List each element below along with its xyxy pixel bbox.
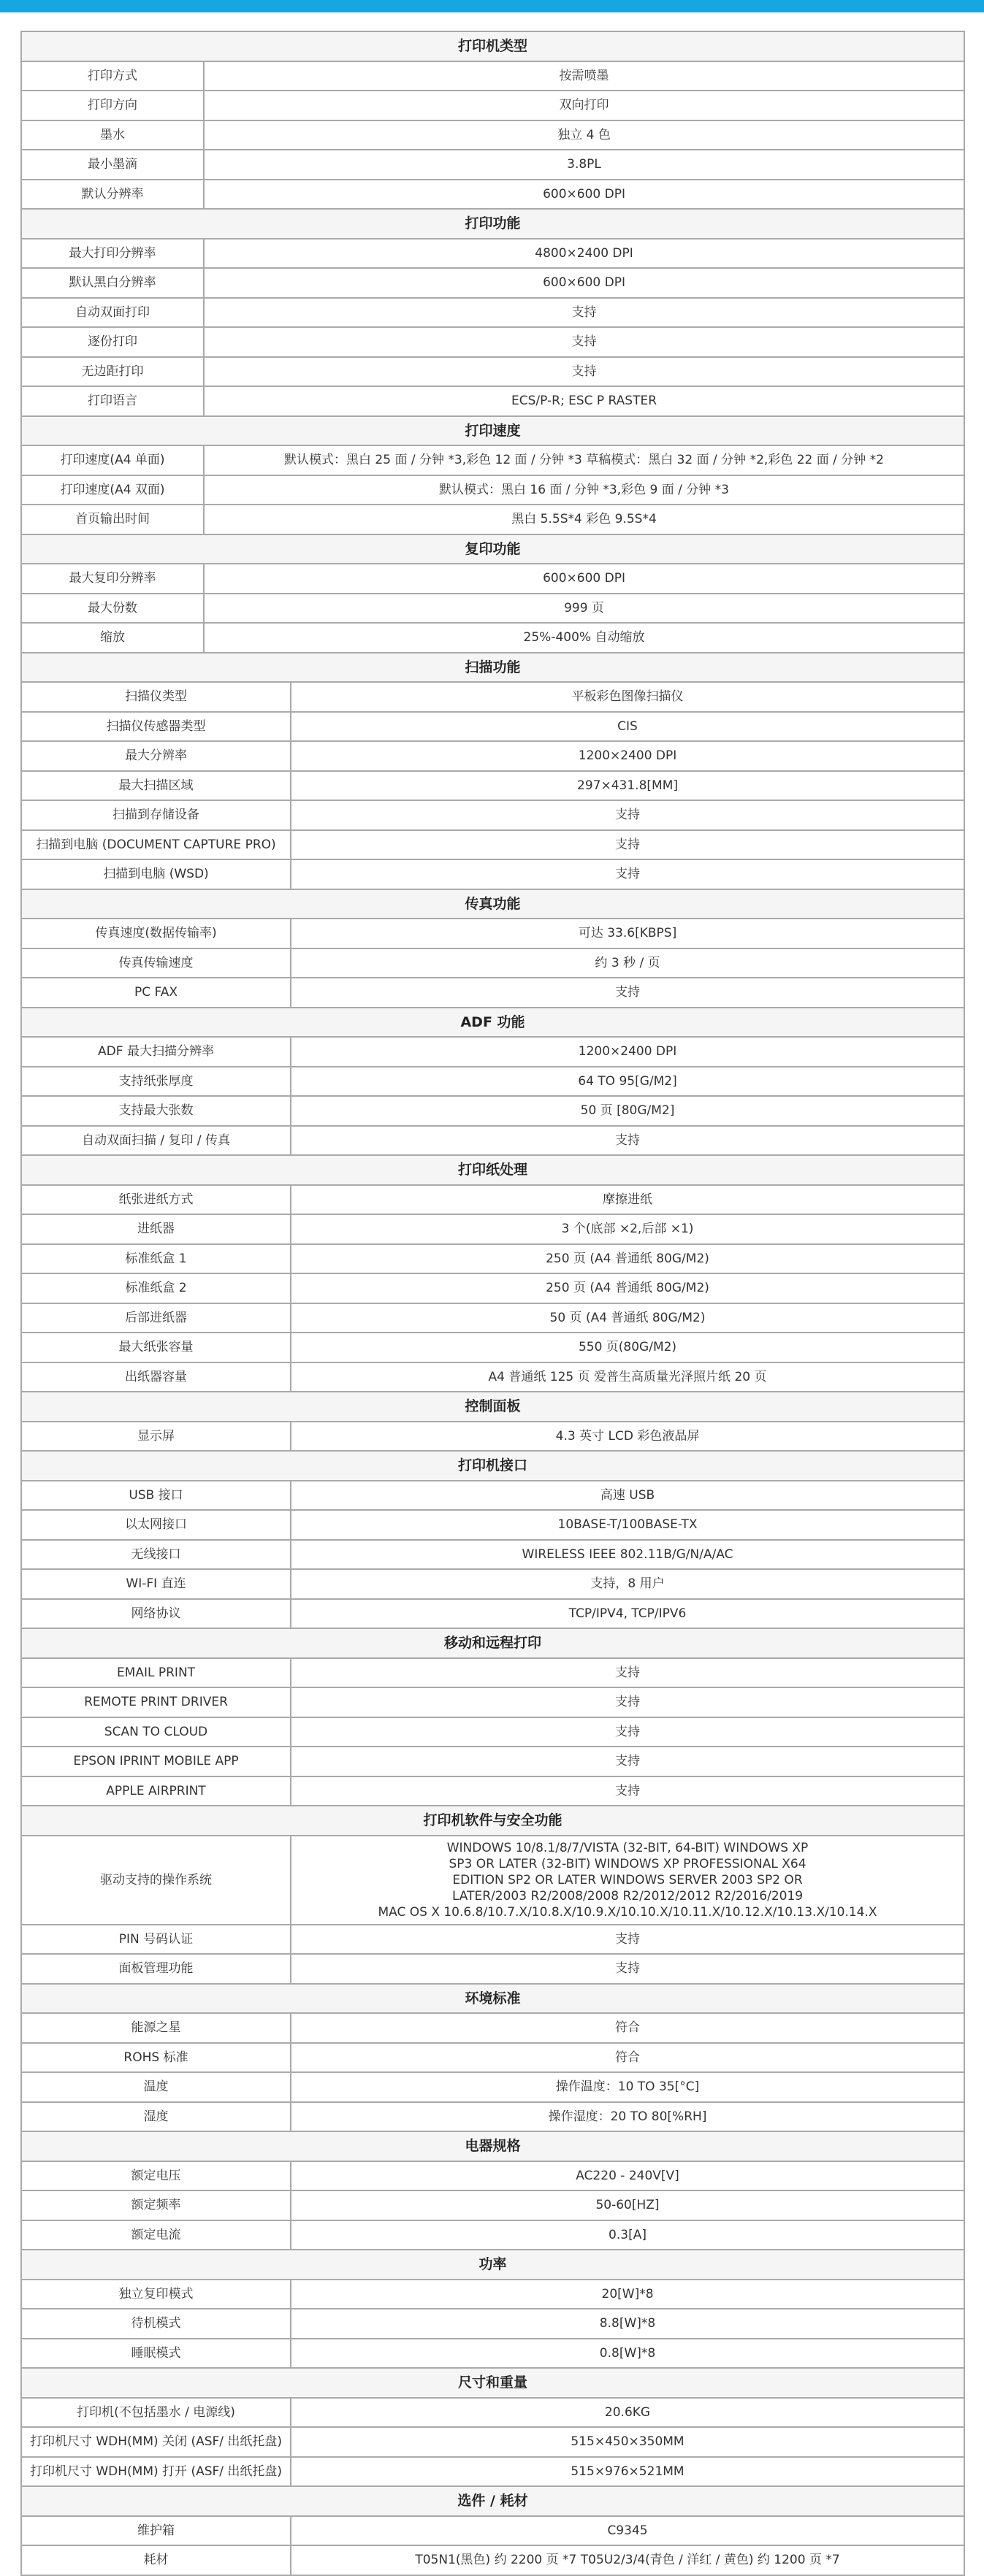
spec-row <box>21 1273 964 1303</box>
spec-label: 扫描到电脑 (WSD) <box>21 859 291 889</box>
spec-label: ADF 最大扫描分辨率 <box>21 1037 291 1067</box>
spec-row <box>21 1096 964 1126</box>
spec-label: 打印机尺寸 WDH(MM) 关闭 (ASF/ 出纸托盘) <box>21 2427 291 2457</box>
spec-row <box>21 1037 964 1067</box>
spec-row <box>21 682 964 712</box>
section-title: 打印纸处理 <box>21 1155 964 1185</box>
spec-value: AC220 - 240V[V] <box>291 2161 964 2191</box>
spec-row <box>21 741 964 771</box>
spec-value: 515×450×350MM <box>291 2427 964 2457</box>
spec-value <box>291 1836 964 1925</box>
spec-label: REMOTE PRINT DRIVER <box>21 1687 291 1717</box>
spec-label: 独立复印模式 <box>21 2280 291 2309</box>
spec-row <box>21 623 964 653</box>
spec-row <box>21 2309 964 2339</box>
spec-value: 双向打印 <box>204 91 964 120</box>
spec-row <box>21 1687 964 1717</box>
spec-value: 支持 <box>204 298 964 328</box>
section-header-row <box>21 2250 964 2280</box>
section-header-row <box>21 2368 964 2398</box>
spec-label: USB 接口 <box>21 1481 291 1511</box>
section-title: 打印功能 <box>21 209 964 239</box>
spec-value: 支持 <box>291 1747 964 1776</box>
spec-value: WIRELESS IEEE 802.11B/G/N/A/AC <box>291 1540 964 1570</box>
spec-value: 8.8[W]*8 <box>291 2309 964 2339</box>
spec-label: 最大分辨率 <box>21 741 291 771</box>
spec-row <box>21 919 964 948</box>
spec-label: 标准纸盒 1 <box>21 1244 291 1274</box>
spec-label: 扫描到电脑 (DOCUMENT CAPTURE PRO) <box>21 830 291 860</box>
section-header-row <box>21 889 964 919</box>
spec-value: 20.6KG <box>291 2398 964 2428</box>
spec-row <box>21 2457 964 2487</box>
spec-label: 打印速度(A4 双面) <box>21 475 204 505</box>
spec-label: 缩放 <box>21 623 204 653</box>
section-header-row <box>21 1392 964 1422</box>
spec-row <box>21 2043 964 2073</box>
spec-label: 进纸器 <box>21 1214 291 1244</box>
spec-row <box>21 1954 964 1984</box>
spec-label: 最小墨滴 <box>21 150 204 180</box>
spec-value: 支持 <box>291 1776 964 1806</box>
spec-value: 250 页 (A4 普通纸 80G/M2) <box>291 1244 964 1274</box>
spec-label: 打印方向 <box>21 91 204 120</box>
spec-row <box>21 1658 964 1688</box>
spec-row <box>21 2339 964 2369</box>
spec-row <box>21 594 964 624</box>
spec-label: 维护箱 <box>21 2516 291 2546</box>
spec-label: 显示屏 <box>21 1422 291 1452</box>
spec-row <box>21 978 964 1008</box>
spec-label: 以太网接口 <box>21 1510 291 1540</box>
section-header-row <box>21 416 964 446</box>
spec-label: 最大复印分辨率 <box>21 564 204 594</box>
spec-value: 可达 33.6[KBPS] <box>291 919 964 948</box>
section-title: 环境标准 <box>21 1984 964 2014</box>
section-title: 传真功能 <box>21 889 964 919</box>
spec-label: 面板管理功能 <box>21 1954 291 1984</box>
spec-value-line: LATER/2003 R2/2008/2008 R2/2012/2012 R2/2016/2019 <box>451 1888 804 1904</box>
spec-value-line: WINDOWS 10/8.1/8/7/VISTA (32-BIT, 64-BIT) WINDOWS XP <box>446 1840 809 1855</box>
spec-value: 操作温度：10 TO 35[°C] <box>291 2072 964 2102</box>
spec-value: 4.3 英寸 LCD 彩色液晶屏 <box>291 1422 964 1452</box>
spec-value: 999 页 <box>204 594 964 624</box>
spec-value: 支持 <box>291 1687 964 1717</box>
spec-label: 标准纸盒 2 <box>21 1273 291 1303</box>
section-title: 复印功能 <box>21 534 964 564</box>
spec-label: 打印机尺寸 WDH(MM) 打开 (ASF/ 出纸托盘) <box>21 2457 291 2487</box>
section-title: 打印机软件与安全功能 <box>21 1806 964 1836</box>
section-title: 尺寸和重量 <box>21 2368 964 2398</box>
spec-value: 支持 <box>291 1126 964 1156</box>
spec-label: 默认分辨率 <box>21 180 204 210</box>
spec-value: 50 页 [80G/M2] <box>291 1096 964 1126</box>
spec-row <box>21 120 964 150</box>
spec-value: 297×431.8[MM] <box>291 771 964 801</box>
spec-value: 1200×2400 DPI <box>291 1037 964 1067</box>
spec-value: 符合 <box>291 2043 964 2073</box>
spec-value: 0.8[W]*8 <box>291 2339 964 2369</box>
spec-label: 传真传输速度 <box>21 948 291 978</box>
spec-row <box>21 2161 964 2191</box>
section-header-row <box>21 534 964 564</box>
spec-value: 按需喷墨 <box>204 61 964 91</box>
spec-value: 操作湿度：20 TO 80[%RH] <box>291 2102 964 2132</box>
spec-label: 出纸器容量 <box>21 1362 291 1392</box>
section-header-row <box>21 1806 964 1836</box>
section-title: 电器规格 <box>21 2131 964 2161</box>
spec-label: 无边距打印 <box>21 357 204 387</box>
spec-row <box>21 830 964 860</box>
spec-row <box>21 712 964 742</box>
spec-label: 自动双面扫描 / 复印 / 传真 <box>21 1126 291 1156</box>
spec-row <box>21 1836 964 1925</box>
spec-label: 打印方式 <box>21 61 204 91</box>
spec-label: 网络协议 <box>21 1599 291 1629</box>
spec-row <box>21 2102 964 2132</box>
spec-label: EPSON IPRINT MOBILE APP <box>21 1747 291 1776</box>
spec-value: C9345 <box>291 2516 964 2546</box>
section-header-row <box>21 1008 964 1038</box>
spec-row <box>21 1776 964 1806</box>
spec-row <box>21 268 964 298</box>
spec-label: 首页输出时间 <box>21 505 204 534</box>
spec-value: 支持 <box>204 357 964 387</box>
spec-value: 支持 <box>291 1925 964 1955</box>
spec-label: 逐份打印 <box>21 327 204 357</box>
spec-row <box>21 1569 964 1599</box>
spec-row <box>21 1481 964 1511</box>
spec-value: 0.3[A] <box>291 2220 964 2250</box>
spec-row <box>21 1747 964 1776</box>
spec-value: ECS/P-R; ESC P RASTER <box>204 386 964 416</box>
section-header-row <box>21 1628 964 1658</box>
spec-row <box>21 505 964 534</box>
spec-row <box>21 1303 964 1333</box>
spec-value: 支持，8 用户 <box>291 1569 964 1599</box>
spec-value: 平板彩色图像扫描仪 <box>291 682 964 712</box>
spec-label: APPLE AIRPRINT <box>21 1776 291 1806</box>
spec-row <box>21 1185 964 1215</box>
spec-label: 耗材 <box>21 2545 291 2575</box>
spec-row <box>21 2516 964 2546</box>
spec-value: 50-60[HZ] <box>291 2190 964 2220</box>
spec-row <box>21 1067 964 1097</box>
section-title: 移动和远程打印 <box>21 1628 964 1658</box>
spec-value: 64 TO 95[G/M2] <box>291 1067 964 1097</box>
spec-label: 最大打印分辨率 <box>21 239 204 269</box>
spec-label: 待机模式 <box>21 2309 291 2339</box>
spec-value: 1200×2400 DPI <box>291 741 964 771</box>
spec-value: 约 3 秒 / 页 <box>291 948 964 978</box>
section-title: 扫描功能 <box>21 653 964 683</box>
spec-row <box>21 2545 964 2575</box>
section-header-row <box>21 1155 964 1185</box>
spec-row <box>21 1717 964 1747</box>
spec-value: 独立 4 色 <box>204 120 964 150</box>
spec-row <box>21 1362 964 1392</box>
spec-value: 支持 <box>291 800 964 830</box>
spec-label: 能源之星 <box>21 2013 291 2043</box>
spec-label: EMAIL PRINT <box>21 1658 291 1688</box>
spec-row <box>21 445 964 475</box>
spec-label: WI-FI 直连 <box>21 1569 291 1599</box>
spec-value: 515×976×521MM <box>291 2457 964 2487</box>
spec-label: 最大扫描区域 <box>21 771 291 801</box>
spec-row <box>21 1540 964 1570</box>
spec-value: 3.8PL <box>204 150 964 180</box>
spec-label: 湿度 <box>21 2102 291 2132</box>
spec-value: A4 普通纸 125 页 爱普生高质量光泽照片纸 20 页 <box>291 1362 964 1392</box>
spec-label: 纸张进纸方式 <box>21 1185 291 1215</box>
spec-value: 支持 <box>291 830 964 860</box>
section-header-row <box>21 2131 964 2161</box>
spec-label: 打印速度(A4 单面) <box>21 445 204 475</box>
spec-value: 高速 USB <box>291 1481 964 1511</box>
spec-row <box>21 1599 964 1629</box>
spec-row <box>21 386 964 416</box>
spec-row <box>21 1214 964 1244</box>
section-header-row <box>21 1984 964 2014</box>
spec-row <box>21 1422 964 1452</box>
spec-label: 额定频率 <box>21 2190 291 2220</box>
spec-value: 50 页 (A4 普通纸 80G/M2) <box>291 1303 964 1333</box>
spec-table <box>20 31 965 2576</box>
spec-value: 20[W]*8 <box>291 2280 964 2309</box>
spec-row <box>21 357 964 387</box>
spec-value: 符合 <box>291 2013 964 2043</box>
spec-label: 最大份数 <box>21 594 204 624</box>
spec-label: 支持最大张数 <box>21 1096 291 1126</box>
spec-row <box>21 800 964 830</box>
top-accent-bar <box>0 0 984 12</box>
spec-value: 默认模式：黑白 16 面 / 分钟 *3,彩色 9 面 / 分钟 *3 <box>204 475 964 505</box>
spec-label: 扫描仪类型 <box>21 682 291 712</box>
spec-label: 支持纸张厚度 <box>21 1067 291 1097</box>
spec-label: SCAN TO CLOUD <box>21 1717 291 1747</box>
spec-label: 默认黑白分辨率 <box>21 268 204 298</box>
spec-row <box>21 298 964 328</box>
section-header-row <box>21 2486 964 2516</box>
spec-label: 墨水 <box>21 120 204 150</box>
spec-row <box>21 475 964 505</box>
spec-value-line: SP3 OR LATER (32-BIT) WINDOWS XP PROFESSIONAL X64 <box>449 1856 806 1871</box>
spec-label: ROHS 标准 <box>21 2043 291 2073</box>
spec-row <box>21 2220 964 2250</box>
spec-row <box>21 180 964 210</box>
section-title: 打印机类型 <box>21 31 964 61</box>
section-title: ADF 功能 <box>21 1008 964 1038</box>
spec-value: 600×600 DPI <box>204 268 964 298</box>
spec-row <box>21 564 964 594</box>
spec-label: 温度 <box>21 2072 291 2102</box>
spec-row <box>21 1126 964 1156</box>
spec-value: 支持 <box>291 1658 964 1688</box>
spec-value: 600×600 DPI <box>204 180 964 210</box>
spec-value: 支持 <box>291 1954 964 1984</box>
spec-label: 扫描到存储设备 <box>21 800 291 830</box>
spec-row <box>21 771 964 801</box>
spec-value-line: EDITION SP2 OR LATER WINDOWS SERVER 2003 SP2 OR <box>452 1872 803 1887</box>
spec-value: 支持 <box>204 327 964 357</box>
spec-value: 550 页(80G/M2) <box>291 1333 964 1362</box>
spec-value: 250 页 (A4 普通纸 80G/M2) <box>291 1273 964 1303</box>
spec-value: 4800×2400 DPI <box>204 239 964 269</box>
spec-value: 10BASE-T/100BASE-TX <box>291 1510 964 1540</box>
spec-value: 3 个(底部 ×2,后部 ×1) <box>291 1214 964 1244</box>
spec-row <box>21 1925 964 1955</box>
spec-value: CIS <box>291 712 964 742</box>
spec-row <box>21 1244 964 1274</box>
spec-row <box>21 2280 964 2309</box>
spec-label: 额定电流 <box>21 2220 291 2250</box>
section-title: 功率 <box>21 2250 964 2280</box>
spec-value: 25%-400% 自动缩放 <box>204 623 964 653</box>
spec-label: 后部进纸器 <box>21 1303 291 1333</box>
spec-label: PC FAX <box>21 978 291 1008</box>
spec-label: 自动双面打印 <box>21 298 204 328</box>
spec-value: 支持 <box>291 1717 964 1747</box>
spec-row <box>21 859 964 889</box>
spec-row <box>21 1510 964 1540</box>
spec-row <box>21 948 964 978</box>
section-title: 打印机接口 <box>21 1451 964 1481</box>
spec-value: 黑白 5.5S*4 彩色 9.5S*4 <box>204 505 964 534</box>
spec-label: 无线接口 <box>21 1540 291 1570</box>
spec-value: 摩擦进纸 <box>291 1185 964 1215</box>
section-header-row <box>21 653 964 683</box>
spec-row <box>21 61 964 91</box>
spec-label: PIN 号码认证 <box>21 1925 291 1955</box>
spec-row <box>21 327 964 357</box>
spec-row <box>21 1333 964 1362</box>
section-title: 打印速度 <box>21 416 964 446</box>
spec-label: 睡眠模式 <box>21 2339 291 2369</box>
spec-row <box>21 2072 964 2102</box>
section-title: 选件 / 耗材 <box>21 2486 964 2516</box>
section-header-row <box>21 31 964 61</box>
section-header-row <box>21 1451 964 1481</box>
spec-row <box>21 2190 964 2220</box>
spec-label: 传真速度(数据传输率) <box>21 919 291 948</box>
spec-value: TCP/IPV4, TCP/IPV6 <box>291 1599 964 1629</box>
spec-row <box>21 2427 964 2457</box>
spec-row <box>21 150 964 180</box>
spec-row <box>21 2398 964 2428</box>
section-header-row <box>21 209 964 239</box>
spec-value: 支持 <box>291 978 964 1008</box>
spec-value: 默认模式：黑白 25 面 / 分钟 *3,彩色 12 面 / 分钟 *3 草稿模式：黑白 32 面 / 分钟 *2,彩色 22 面 / 分钟 *2 <box>204 445 964 475</box>
spec-value-line: MAC OS X 10.6.8/10.7.X/10.8.X/10.9.X/10.10.X/10.11.X/10.12.X/10.13.X/10.14.X <box>378 1904 877 1920</box>
section-title: 控制面板 <box>21 1392 964 1422</box>
spec-row <box>21 91 964 120</box>
spec-label: 扫描仪传感器类型 <box>21 712 291 742</box>
spec-label: 打印语言 <box>21 386 204 416</box>
spec-label: 打印机(不包括墨水 / 电源线) <box>21 2398 291 2428</box>
spec-label: 最大纸张容量 <box>21 1333 291 1362</box>
spec-label: 驱动支持的操作系统 <box>21 1836 291 1925</box>
spec-label: 额定电压 <box>21 2161 291 2191</box>
spec-row <box>21 2013 964 2043</box>
spec-value: 支持 <box>291 859 964 889</box>
spec-row <box>21 239 964 269</box>
spec-value: T05N1(黑色) 约 2200 页 *7 T05U2/3/4(青色 / 洋红 / 黄色) 约 1200 页 *7 <box>291 2545 964 2575</box>
spec-value: 600×600 DPI <box>204 564 964 594</box>
